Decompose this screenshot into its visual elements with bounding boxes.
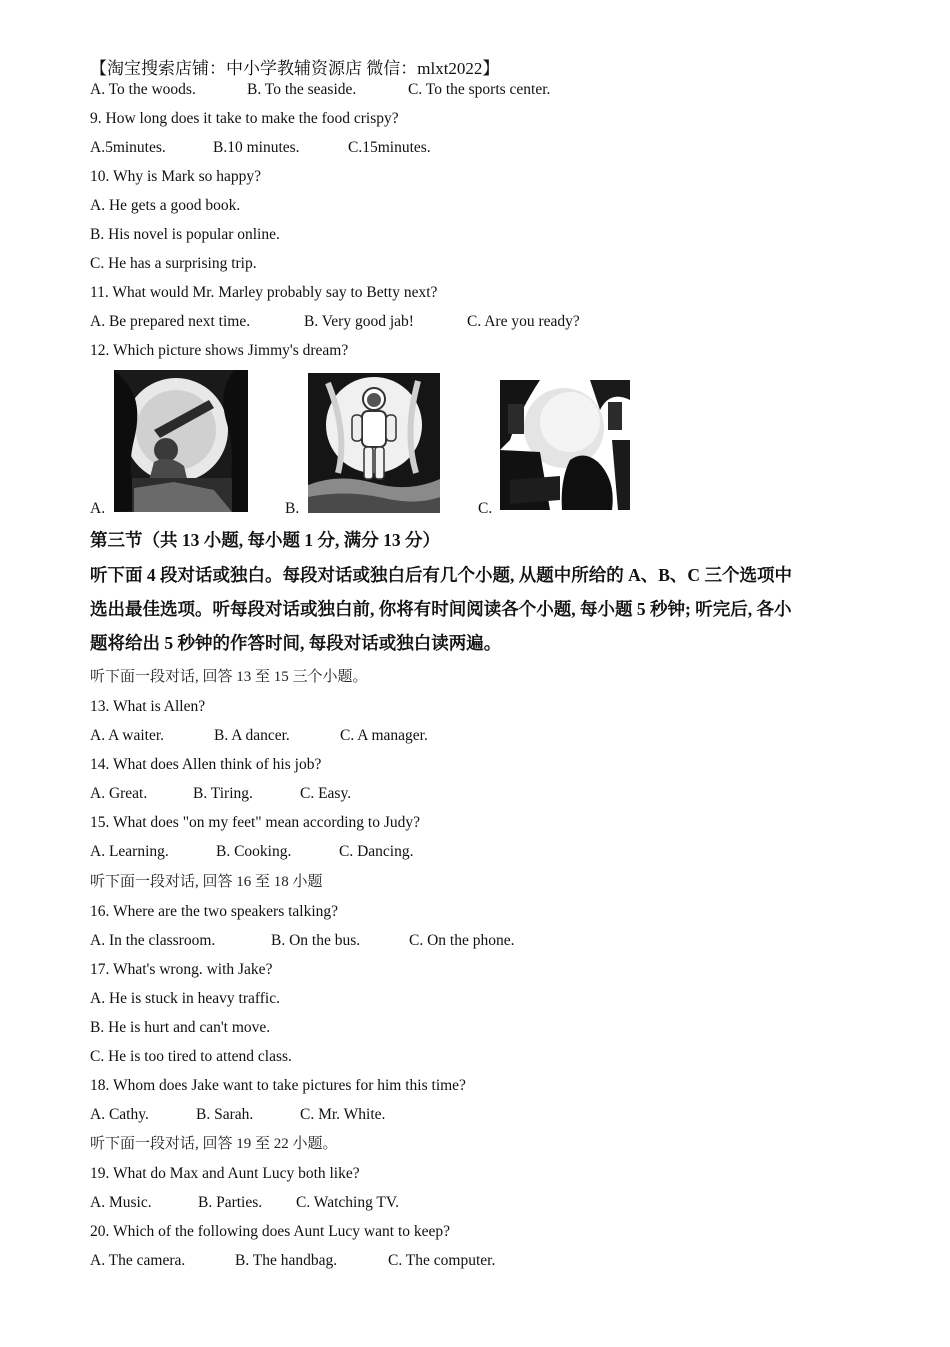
dialog3-intro: 听下面一段对话, 回答 19 至 22 小题。 bbox=[90, 1136, 338, 1152]
q16-option-c: C. On the phone. bbox=[409, 932, 515, 949]
q19-option-c: C. Watching TV. bbox=[296, 1194, 399, 1211]
picture-a-label: A. bbox=[90, 500, 106, 517]
q18-option-b: B. Sarah. bbox=[196, 1106, 254, 1123]
q13-option-b: B. A dancer. bbox=[214, 727, 290, 744]
picture-c-label: C. bbox=[478, 500, 493, 517]
q11-option-a: A. Be prepared next time. bbox=[90, 313, 251, 330]
q9-option-b: B.10 minutes. bbox=[213, 139, 300, 156]
q12-question: 12. Which picture shows Jimmy's dream? bbox=[90, 342, 349, 359]
q8-options bbox=[90, 80, 550, 100]
q20-option-b: B. The handbag. bbox=[235, 1252, 338, 1269]
q15-option-b: B. Cooking. bbox=[216, 843, 292, 860]
q11-option-c: C. Are you ready? bbox=[467, 313, 580, 330]
picture-b-label: B. bbox=[285, 500, 300, 517]
q15-options bbox=[90, 842, 413, 862]
q8-option-b: B. To the seaside. bbox=[247, 81, 357, 98]
q11-option-b: B. Very good jab! bbox=[304, 313, 414, 330]
q8-option-a: A. To the woods. bbox=[90, 81, 196, 98]
q15-question: 15. What does "on my feet" mean according to Judy? bbox=[90, 814, 421, 831]
q8-option-c: C. To the sports center. bbox=[408, 81, 551, 98]
q17-question: 17. What's wrong. with Jake? bbox=[90, 961, 273, 978]
q15-option-c: C. Dancing. bbox=[339, 843, 414, 860]
q11-question: 11. What would Mr. Marley probably say to Betty next? bbox=[90, 284, 438, 301]
q20-option-c: C. The computer. bbox=[388, 1252, 496, 1269]
q16-option-a: A. In the classroom. bbox=[90, 932, 216, 949]
page-header: 【淘宝搜索店铺：中小学教辅资源店 微信：mlxt2022】 bbox=[90, 59, 500, 78]
q17-option-b: B. He is hurt and can't move. bbox=[90, 1019, 271, 1036]
q14-question: 14. What does Allen think of his job? bbox=[90, 756, 322, 773]
section3-title: 第三节（共 13 小题, 每小题 1 分, 满分 13 分） bbox=[90, 530, 440, 550]
q10-option-b: B. His novel is popular online. bbox=[90, 226, 280, 243]
section3-instructions-line3: 题将给出 5 秒钟的作答时间, 每段对话或独白读两遍。 bbox=[90, 633, 502, 653]
section3-instructions-line1: 听下面 4 段对话或独白。每段对话或独白后有几个小题, 从题中所给的 A、B、C 三个选项中 bbox=[90, 565, 792, 585]
q19-options bbox=[90, 1193, 399, 1213]
q18-option-a: A. Cathy. bbox=[90, 1106, 149, 1123]
q13-option-a: A. A waiter. bbox=[90, 727, 165, 744]
q11-options bbox=[90, 312, 580, 332]
q16-option-b: B. On the bus. bbox=[271, 932, 361, 949]
q20-question: 20. Which of the following does Aunt Lucy want to keep? bbox=[90, 1223, 451, 1240]
q14-option-a: A. Great. bbox=[90, 785, 148, 802]
q9-options bbox=[90, 138, 431, 158]
q20-option-a: A. The camera. bbox=[90, 1252, 186, 1269]
q15-option-a: A. Learning. bbox=[90, 843, 169, 860]
q9-option-a: A.5minutes. bbox=[90, 139, 166, 156]
q13-question: 13. What is Allen? bbox=[90, 698, 206, 715]
q19-question: 19. What do Max and Aunt Lucy both like? bbox=[90, 1165, 360, 1182]
dialog2-intro: 听下面一段对话, 回答 16 至 18 小题 bbox=[90, 874, 323, 890]
q13-options bbox=[90, 726, 428, 746]
picture-c-moon-silhouette-image bbox=[500, 380, 630, 510]
q18-options bbox=[90, 1105, 385, 1125]
q10-option-c: C. He has a surprising trip. bbox=[90, 255, 257, 272]
q10-question: 10. Why is Mark so happy? bbox=[90, 168, 262, 185]
dialog1-intro: 听下面一段对话, 回答 13 至 15 三个小题。 bbox=[90, 669, 368, 685]
q17-option-c: C. He is too tired to attend class. bbox=[90, 1048, 292, 1065]
q18-question: 18. Whom does Jake want to take pictures for him this time? bbox=[90, 1077, 466, 1094]
q17-option-a: A. He is stuck in heavy traffic. bbox=[90, 990, 280, 1007]
picture-a-astronomer-image bbox=[114, 370, 248, 512]
q19-option-a: A. Music. bbox=[90, 1194, 152, 1211]
section3-instructions-line2: 选出最佳选项。听每段对话或独白前, 你将有时间阅读各个小题, 每小题 5 秒钟; 听完后, 各小 bbox=[90, 599, 792, 619]
q9-question: 9. How long does it take to make the food crispy? bbox=[90, 110, 399, 127]
picture-b-astronaut-image bbox=[308, 373, 440, 513]
q14-options bbox=[90, 784, 351, 804]
q14-option-b: B. Tiring. bbox=[193, 785, 253, 802]
q19-option-b: B. Parties. bbox=[198, 1194, 263, 1211]
q14-option-c: C. Easy. bbox=[300, 785, 352, 802]
q9-option-c: C.15minutes. bbox=[348, 139, 431, 156]
q18-option-c: C. Mr. White. bbox=[300, 1106, 386, 1123]
q10-option-a: A. He gets a good book. bbox=[90, 197, 241, 214]
q13-option-c: C. A manager. bbox=[340, 727, 428, 744]
q16-options bbox=[90, 931, 514, 951]
q20-options bbox=[90, 1251, 495, 1271]
q16-question: 16. Where are the two speakers talking? bbox=[90, 903, 339, 920]
